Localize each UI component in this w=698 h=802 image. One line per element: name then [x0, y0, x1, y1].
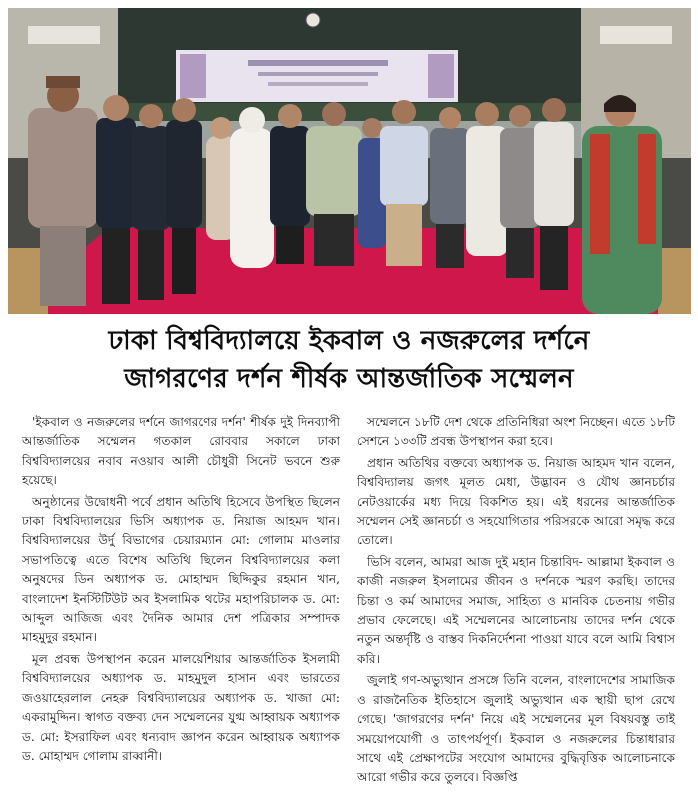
article-paragraph: জুলাই গণ-অভ্যুত্থান প্রসঙ্গে তিনি বলেন, বাংলাদেশের সামাজিক ও রাজনৈতিক ইতিহাসে জুলাই অভ্যুত্থান এক স্থায়ী ছাপ রেখে গেছে। 'জাগরণের দর্শন' নিয়ে এই সম্মেলনের মূল বিষয়বস্তু তাই সময়োপযোগী ও তাৎপর্যপূর্ণ। ইকবাল ও নজরুলের চিন্তাধারার সাথে এই প্রেক্ষাপটের সংযোগ আমাদের বুদ্ধিবৃত্তিক আলোচনাকে আরো গভীর করে তুলবে। বিজ্ঞপ্তি	[357, 673, 675, 785]
article-paragraph: 'ইকবাল ও নজরুলের দর্শনে জাগরণের দর্শন' শীর্ষক দুই দিনব্যাপী আন্তর্জাতিক সম্মেলন গতকাল রোববার সকালে ঢাকা বিশ্ববিদ্যালয়ের নবাব নওয়াব আলী চৌধুরী সিনেট ভবনে শুরু হয়েছে।	[22, 415, 340, 488]
article-column-right	[357, 413, 675, 788]
headline	[0, 322, 698, 398]
article-paragraph: ভিসি বলেন, আমরা আজ দুই মহান চিন্তাবিদ- আল্লামা ইকবাল ও কাজী নজরুল ইসলামের জীবন ও দর্শনকে স্মরণ করছি। তাদের চিন্তা ও কর্ম আমাদের সমাজ, সাহিত্য ও মানবিক চেতনায় গভীর প্রভাব ফেলেছে। এই সম্মেলনের আলোচনায় তাদের দর্শন থেকে নতুন অন্তর্দৃষ্টি ও বাস্তব দিকনির্দেশনা পাওয়া যাবে বলে আমি বিশ্বাস করি।	[357, 554, 675, 666]
article-column-left	[22, 413, 340, 766]
article-paragraph: অনুষ্ঠানের উদ্বোধনী পর্বে প্রধান অতিথি হিসেবে উপস্থিত ছিলেন ঢাকা বিশ্ববিদ্যালয়ের ভিসি অধ্যাপক ড. নিয়াজ আহমদ খান। বিশ্ববিদ্যালয়ের উর্দু বিভাগের চেয়ারম্যান মো: গোলাম মাওলার সভাপতিত্বে এতে বিশেষ অতিথি ছিলেন বিশ্ববিদ্যালয়ের কলা অনুষদের ডিন অধ্যাপক ড. মোহাম্মদ ছিদ্দিকুর রহমান খান, বাংলাদেশ ইনস্টিটিউট অব ইসলামিক থটের মহাপরিচালক ড. মো: আব্দুল আজিজ এবং দৈনিক আমার দেশ পত্রিকার সম্পাদক মাহমুদুর রহমান।	[22, 494, 340, 645]
article-paragraph: সম্মেলনে ১৮টি দেশ থেকে প্রতিনিধিরা অংশ নিচ্ছেন। এতে ১৮টি সেশনে ১৩৩টি প্রবন্ধ উপস্থাপন করা হবে।	[357, 415, 675, 449]
headline-line-2: জাগরণের দর্শন শীর্ষক আন্তর্জাতিক সম্মেলন	[124, 364, 574, 394]
article-paragraph: প্রধান অতিথির বক্তব্যে অধ্যাপক ড. নিয়াজ আহমদ খান বলেন, বিশ্ববিদ্যালয় জগৎ মূলত মেধা, উদ্ভাবন ও যৌথ জ্ঞানচর্চার নেটওয়ার্কের মধ্য দিয়ে বিকশিত হয়। এই ধরনের আন্তর্জাতিক সম্মেলন সেই জ্ঞানচর্চা ও সহযোগিতার পরিসরকে আরো সমৃদ্ধ করে তোলে।	[357, 455, 675, 548]
article-paragraph: মূল প্রবন্ধ উপস্থাপন করেন মালয়েশিয়ার আন্তর্জাতিক ইসলামী বিশ্ববিদ্যালয়ের অধ্যাপক ড. মাহমুদুল হাসান এবং ভারতের জওয়াহেরলাল নেহরু বিশ্ববিদ্যালয়ের অধ্যাপক ড. খাজা মো: একরামুদ্দিন। স্বাগত বক্তব্য দেন সম্মেলনের যুগ্ম আহ্বায়ক অধ্যাপক ড. মো: ইসরাফিল এবং ধন্যবাদ জ্ঞাপন করেন আহ্বায়ক অধ্যাপক ড. মোহাম্মদ গোলাম রাব্বানী।	[22, 651, 340, 763]
headline-line-1: ঢাকা বিশ্ববিদ্যালয়ে ইকবাল ও নজরুলের দর্শনে	[108, 326, 590, 356]
group-photo-icon	[8, 8, 691, 314]
news-photo	[8, 8, 691, 314]
